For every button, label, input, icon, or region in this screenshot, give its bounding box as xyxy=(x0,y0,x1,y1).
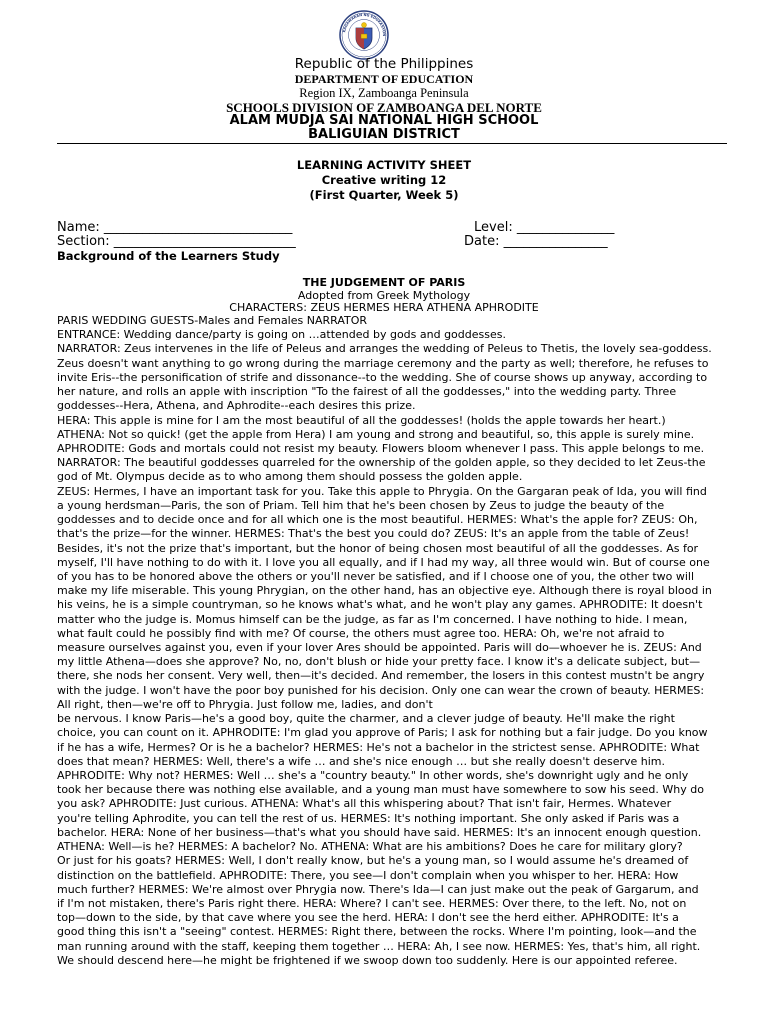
story-line: what fault could he possibly find with me? Of course, the others must agree too. HERA: Oh, we're not afraid to xyxy=(57,626,665,640)
story-line: goddesses--Hera, Athena, and Aphrodite--each desires this prize. xyxy=(57,399,416,413)
sheet-quarter: (First Quarter, Week 5) xyxy=(309,188,459,202)
story-line: ZEUS: Hermes, I have an important task for you. Take this apple to Phrygia. On the Gargaran peak of Ida, you will find xyxy=(57,484,707,498)
story-line: make my life miserable. This young Phrygian, on the other hand, has an objective eye. Although there is royal blood in xyxy=(57,584,712,598)
story-title: THE JUDGEMENT OF PARIS xyxy=(302,276,466,289)
story-line: his veins, he is a simple countryman, so he knows what's what, and he won't play any games. APHRODITE: It doesn't xyxy=(57,598,703,612)
story-line: if he has a wife, Hermes? Or is he a bachelor? HERMES: He's not a bachelor in the strictest sense. APHRODITE: What xyxy=(57,740,700,754)
story-line: be nervous. I know Paris—he's a good boy, quite the charmer, and a clever judge of beauty. He'll make the right xyxy=(57,712,675,726)
republic-heading: Republic of the Philippines xyxy=(294,56,474,72)
story-line: distinction on the battlefield. APHRODITE: There, you see—I don't complain when you whisper to her. HERA: How xyxy=(57,868,679,882)
story-line: myself, I'll have nothing to do with it. I love you all equally, and if I had my way, all three would win. But of course one xyxy=(57,555,710,569)
story-line: NARRATOR: Zeus intervenes in the life of Peleus and arranges the wedding of Peleus to Thetis, the lovely sea-goddess. xyxy=(57,342,712,356)
story-line: there, she nods her consent. Very well, then—it's decided. And remember, the losers in this contest mustn't be angry xyxy=(57,669,705,683)
story-line: much further? HERMES: We're almost over Phrygia now. There's Ida—I can just make out the peak of Gargarum, and xyxy=(57,882,699,896)
story-line: matter who the judge is. Momus himself can be the judge, as far as I'm concerned. I have nothing to hide. I mean, xyxy=(57,612,688,626)
story-line: that's the prize—for the winner. HERMES: That's the best you could do? ZEUS: It's an apple from the table of Zeus! xyxy=(57,527,690,541)
story-characters: CHARACTERS: ZEUS HERMES HERA ATHENA APHRODITE xyxy=(229,301,539,314)
story-line: god of Mt. Olympus decide as to who among them should possess the golden apple. xyxy=(57,470,523,484)
story-line: top—down to the side, by that cave where you see the herd. HERA: I don't see the herd either. APHRODITE: It's a xyxy=(57,911,679,925)
story-line: does that mean? HERMES: Well, there's a wife … and she's nice enough … but she really doesn't deserve him. xyxy=(57,754,666,768)
story-line: invite Eris--the personification of strife and dissonance--to the wedding. She of course shows up anyway, according to xyxy=(57,370,708,384)
story-line: choice, you can count on it. APHRODITE: I'm glad you approve of Paris; I ask for nothing but a fair judge. Do you know xyxy=(57,726,708,740)
section-field[interactable]: Section: ____________________________ xyxy=(57,234,296,249)
seal-text: KAGAWARAN NG EDUKASYON xyxy=(342,12,387,37)
story-line: Or just for his goats? HERMES: Well, I don't really know, but he's a young man, so I would assume he's dreamed of xyxy=(57,854,689,868)
sheet-title: LEARNING ACTIVITY SHEET xyxy=(296,158,472,172)
story-line: you're telling Aphrodite, you can tell the rest of us. HERMES: It's nothing important. She only asked if Paris was a xyxy=(57,811,680,825)
story-line: measure ourselves against you, even if your lover Ares should be appointed. Paris will do—whoever he is. ZEUS: And xyxy=(57,641,702,655)
name-field[interactable]: Name: _____________________________ xyxy=(57,220,293,235)
division-heading: SCHOOLS DIVISION OF ZAMBOANGA DEL NORTE xyxy=(226,100,542,115)
story-line: a young herdsman—Paris, the son of Priam. Tell him that he's been chosen by Zeus to judge the beauty of the xyxy=(57,498,665,512)
sheet-subject: Creative writing 12 xyxy=(321,173,447,187)
story-body xyxy=(57,314,727,968)
story-line: if I'm not mistaken, there's Paris right there. HERA: Where? I can't see. HERMES: Over there, to the left. No, not on xyxy=(57,896,687,910)
school-heading: ALAM MUDJA SAI NATIONAL HIGH SCHOOL xyxy=(229,113,539,128)
header-divider xyxy=(57,143,727,144)
date-field[interactable]: Date: ________________ xyxy=(464,234,608,249)
story-line: All right, then—we're off to Phrygia. Just follow me, ladies, and don't xyxy=(57,697,433,711)
district-heading: BALIGUIAN DISTRICT xyxy=(308,127,460,142)
story-line: good thing this isn't a "seeing" contest. HERMES: Right there, between the rocks. Where I'm pointing, look—and the xyxy=(57,925,697,939)
story-line: you ask? APHRODITE: Just curious. ATHENA: What's all this whispering about? That isn't fair, Hermes. Whatever xyxy=(57,797,672,811)
story-line: We should descend here—he might be frightened if we swoop down too suddenly. Here is our appointed referee. xyxy=(57,953,678,967)
story-line: her nature, and rolls an apple with inscription "To the fairest of all the goddesses," into the wedding party. Three xyxy=(57,385,677,399)
story-line: my little Athena—does she approve? No, no, don't blush or hide your pretty face. I know it's a delicate subject, but— xyxy=(57,655,701,669)
story-line: NARRATOR: The beautiful goddesses quarreled for the ownership of the golden apple, so they decided to let Zeus-the xyxy=(57,456,706,470)
story-line: APHRODITE: Gods and mortals could not resist my beauty. Flowers bloom whenever I pass. This apple belongs to me. xyxy=(57,441,705,455)
story-line: ATHENA: Well—is he? HERMES: A bachelor? No. ATHENA: What are his ambitions? Does he care for military glory? xyxy=(57,840,683,854)
story-line: with the judge. I won't have the poor boy punished for his decision. Only one can wear the crown of beauty. HERMES: xyxy=(57,683,705,697)
story-line: PARIS WEDDING GUESTS-Males and Females NARRATOR xyxy=(57,314,368,327)
story-line: APHRODITE: Why not? HERMES: Well … she's a "country beauty." In other words, she's downright ugly and he only xyxy=(57,769,689,782)
story-line: ENTRANCE: Wedding dance/party is going on …attended by gods and goddesses. xyxy=(57,328,506,342)
story-line: Zeus doesn't want anything to go wrong during the marriage ceremony and the party as well; therefore, he refuses to xyxy=(57,356,709,370)
region-heading: Region IX, Zamboanga Peninsula xyxy=(299,86,469,100)
story-line: HERA: This apple is mine for I am the most beautiful of all the goddesses! (holds the apple towards her heart.) xyxy=(57,413,666,427)
story-line: of you has to be honored above the others or you'll never be satisfied, and if I choose one of you, the other two will xyxy=(57,569,695,583)
level-field[interactable]: Level: _______________ xyxy=(474,220,615,235)
story-line: man running around with the staff, keeping them together … HERA: Ah, I see now. HERMES: Yes, that's him, all right. xyxy=(57,939,701,953)
story-line: bachelor. HERA: None of her business—that's what you should have said. HERMES: It's an innocent enough question. xyxy=(57,825,702,839)
department-heading: DEPARTMENT OF EDUCATION xyxy=(294,72,474,86)
deped-seal-logo xyxy=(339,10,389,60)
story-source: Adopted from Greek Mythology xyxy=(297,289,471,302)
story-line: took her because there was nothing else available, and a young man must have somewhere to sow his seed. Why do xyxy=(57,783,704,797)
story-line: Besides, it's not the prize that's important, but the honor of being chosen most beautiful of all the goddesses. As for xyxy=(57,541,699,555)
background-heading: Background of the Learners Study xyxy=(57,249,280,263)
story-line: ATHENA: Not so quick! (get the apple from Hera) I am young and strong and beautiful, so, this apple is surely mine. xyxy=(57,427,695,441)
story-line: goddesses and to decide once and for all which one is the most beautiful. HERMES: What's the apple for? ZEUS: Oh, xyxy=(57,513,698,527)
